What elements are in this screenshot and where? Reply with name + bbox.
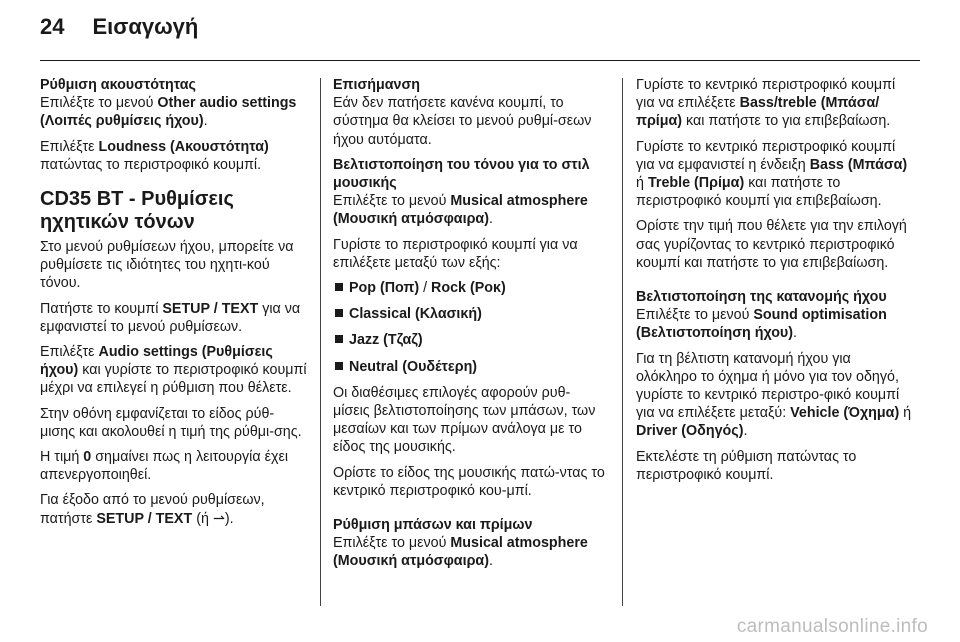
- text: και πατήστε το περιστροφικό κουμπί για επιβεβαίωση.: [636, 175, 882, 210]
- option-name: Neutral (Ουδέτερη): [349, 358, 478, 375]
- text: .: [488, 553, 493, 570]
- text: (ή ⇀).: [192, 510, 234, 527]
- text: Για τη βέλτιστη κατανομή ήχου για ολόκληρο το όχημα ή μόνο για τον οδηγό, γυρίστε το κεντρικό περιστρο-φικό κουμπί για να επιλέξετε μεταξύ:: [636, 350, 900, 422]
- text: και γυρίστε το περιστροφικό κουμπί μέχρι να επιλεγεί η ρύθμιση που θέλετε.: [40, 362, 307, 397]
- list-item: [333, 279, 605, 297]
- menu-name: Other audio settings (Λοιπές ρυθμίσεις ήχου): [40, 95, 297, 130]
- text: σημαίνει πως η λειτουργία έχει απενεργοποιηθεί.: [40, 449, 288, 484]
- bullet-square-icon: [335, 335, 343, 343]
- cd35-paragraph-5: [40, 448, 308, 484]
- option-name: Driver (Οδηγός): [636, 423, 744, 440]
- option-name: Loudness (Ακουστότητα): [98, 138, 269, 155]
- option-name: Pop (Ποπ): [349, 280, 420, 297]
- music-style-paragraph-4: Ορίστε το είδος της μουσικής πατώ-ντας το κεντρικό περιστροφικό κου-μπί.: [333, 464, 605, 499]
- page-header: [40, 14, 198, 44]
- note-heading: Επισήμανση: [333, 77, 420, 93]
- header-rule: [40, 60, 920, 61]
- option-name: Jazz (Τζαζ): [349, 332, 423, 349]
- cd35-paragraph-4: Στην οθόνη εμφανίζεται το είδος ρύθ-μισης και ακολουθεί η τιμή της ρύθμι-σης.: [40, 405, 302, 440]
- cd35-paragraph-3: [40, 343, 308, 398]
- column-divider: [320, 78, 321, 606]
- cd35-paragraph-6: [40, 491, 308, 527]
- text: Επιλέξτε: [40, 344, 99, 361]
- option-name: Bass/treble (Μπάσα/πρίμα): [636, 95, 880, 130]
- text: Για έξοδο από το μενού ρυθμίσεων, πατήστε: [40, 492, 265, 527]
- menu-name: Musical atmosphere (Μουσική ατμόσφαιρα): [333, 535, 588, 570]
- music-style-paragraph-2: Γυρίστε το περιστροφικό κουμπί για να επιλέξετε μεταξύ των εξής:: [333, 236, 578, 271]
- text: .: [488, 211, 493, 228]
- text: ή: [899, 405, 912, 422]
- column-divider: [622, 78, 623, 606]
- section-title: Εισαγωγή: [92, 14, 199, 39]
- text: Η τιμή: [40, 449, 84, 466]
- text: .: [793, 325, 797, 342]
- cd35-paragraph-2: [40, 300, 308, 336]
- bass-treble-paragraph-2: [636, 76, 914, 131]
- bass-treble-heading: Ρύθμιση μπάσων και πρίμων: [333, 517, 533, 534]
- text: Επιλέξτε το μενού: [333, 193, 451, 210]
- text: Γυρίστε το κεντρικό περιστροφικό κουμπί για να εμφανιστεί η ένδειξη: [636, 138, 896, 173]
- bullet-square-icon: [335, 283, 343, 291]
- option-name: Classical (Κλασική): [349, 306, 482, 323]
- column-middle: [333, 76, 605, 578]
- music-style-options: [333, 279, 605, 376]
- sound-distribution-paragraph-3: Εκτελέστε τη ρύθμιση πατώντας το περιστροφικό κουμπί.: [636, 448, 857, 483]
- sound-distribution-heading: Βελτιστοποίηση της κατανομής ήχου: [636, 289, 887, 306]
- option-name: Bass (Μπάσα): [809, 156, 908, 173]
- sound-distribution-paragraph-1: [636, 306, 914, 342]
- text: ή: [636, 175, 648, 192]
- list-item: [333, 358, 605, 376]
- menu-name: Musical atmosphere (Μουσική ατμόσφαιρα): [333, 193, 588, 228]
- text: Γυρίστε το κεντρικό περιστροφικό κουμπί για να επιλέξετε: [636, 77, 896, 112]
- bass-treble-paragraph-4: Ορίστε την τιμή που θέλετε για την επιλογή σας γυρίζοντας το κεντρικό περιστροφικό κουμπί και πατήστε το για επιβεβαίωση.: [636, 218, 907, 271]
- text: .: [743, 423, 748, 440]
- option-name: Treble (Πρίμα): [647, 175, 745, 192]
- text: Επιλέξτε: [40, 138, 99, 155]
- bullet-square-icon: [335, 362, 343, 370]
- cd35-paragraph-1: Στο μενού ρυθμίσεων ήχου, μπορείτε να ρυθμίσετε τις ιδιότητες του ηχητι-κού τόνου.: [40, 239, 294, 292]
- loudness-heading: Ρύθμιση ακουστότητας: [40, 77, 196, 93]
- text: Επιλέξτε το μενού: [636, 307, 754, 324]
- text: για να εμφανιστεί το μενού ρυθμίσεων.: [40, 300, 301, 335]
- menu-name: Audio settings (Ρυθμίσεις ήχου): [40, 344, 273, 379]
- text: /: [419, 280, 432, 297]
- text: πατώντας το περιστροφικό κουμπί.: [40, 156, 262, 173]
- bass-treble-paragraph-1: [333, 534, 605, 570]
- sound-distribution-paragraph-2: [636, 350, 914, 441]
- loudness-paragraph-2: [40, 138, 308, 174]
- column-left: [40, 76, 308, 535]
- bass-treble-paragraph-3: [636, 138, 914, 211]
- music-style-paragraph-1: [333, 192, 605, 228]
- bullet-square-icon: [335, 309, 343, 317]
- value-zero: 0: [83, 449, 92, 466]
- music-style-heading: Βελτιστοποίηση του τόνου για το στιλ μουσικής: [333, 156, 590, 192]
- watermark: carmanualsonline.info: [736, 616, 928, 637]
- text: Πατήστε το κουμπί: [40, 300, 163, 317]
- cd35-section-title: CD35 BT - Ρυθμίσεις ηχητικών τόνων: [40, 188, 234, 234]
- text: .: [203, 113, 208, 130]
- button-name: SETUP / TEXT: [162, 300, 259, 317]
- loudness-paragraph: [40, 94, 308, 130]
- text: Επιλέξτε το μενού: [333, 535, 451, 552]
- page-number: 24: [40, 14, 65, 39]
- list-item: [333, 305, 605, 323]
- option-name: Vehicle (Όχημα): [790, 405, 900, 422]
- note-text: Εάν δεν πατήσετε κανένα κουμπί, το σύστημα θα κλείσει το μενού ρυθμί-σεων ήχου αυτόματα.: [333, 95, 592, 148]
- option-name: Rock (Ροκ): [431, 280, 506, 297]
- button-name: SETUP / TEXT: [96, 510, 193, 527]
- text: Επιλέξτε το μενού: [40, 95, 158, 112]
- column-right: [636, 76, 914, 491]
- music-style-paragraph-3: Οι διαθέσιμες επιλογές αφορούν ρυθ-μίσεις βελτιστοποίησης των μπάσων, των μεσαίων και των πρίμων ανάλογα με το είδος της μουσικής.: [333, 384, 596, 456]
- text: και πατήστε το για επιβεβαίωση.: [682, 113, 891, 130]
- menu-name: Sound optimisation (Βελτιστοποίηση ήχου): [636, 307, 887, 342]
- list-item: [333, 331, 605, 349]
